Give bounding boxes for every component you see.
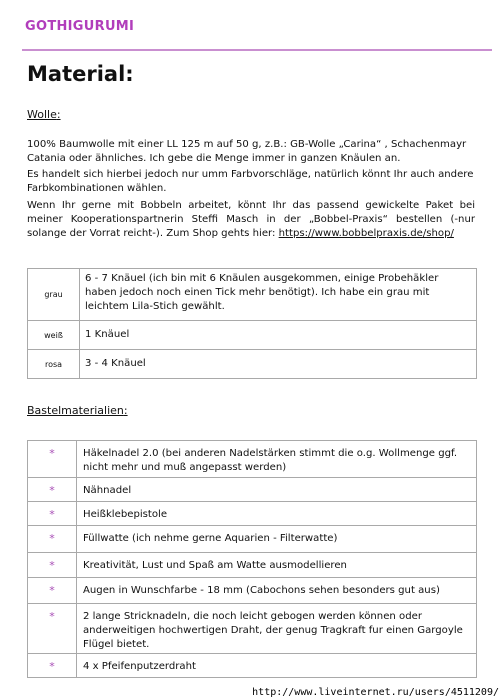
yarn-color-table bbox=[27, 268, 477, 379]
material-item: 4 x Pfeifenputzerdraht bbox=[77, 654, 477, 678]
page-title: Material: bbox=[27, 62, 134, 86]
bastel-heading bbox=[27, 404, 128, 417]
bastel-heading-colon: : bbox=[123, 404, 128, 417]
wolle-paragraph-3 bbox=[27, 199, 475, 242]
wolle-heading-colon: : bbox=[56, 108, 61, 121]
wolle-heading bbox=[27, 108, 61, 121]
table-row bbox=[28, 654, 477, 678]
bullet-star-icon: * bbox=[28, 478, 77, 502]
material-item: Füllwatte (ich nehme gerne Aquarien - Filterwatte) bbox=[77, 526, 477, 553]
material-item: Kreativität, Lust und Spaß am Watte ausmodellieren bbox=[77, 553, 477, 578]
bastel-heading-text: Bastelmaterialien bbox=[27, 404, 124, 417]
wolle-heading-text: Wolle bbox=[27, 108, 57, 121]
table-row bbox=[28, 553, 477, 578]
source-url-watermark: http://www.liveinternet.ru/users/4511209/ bbox=[252, 687, 499, 698]
bullet-star-icon: * bbox=[28, 604, 77, 654]
material-item: Heißklebepistole bbox=[77, 502, 477, 526]
craft-materials-table bbox=[27, 440, 477, 678]
material-item: Augen in Wunschfarbe - 18 mm (Cabochons sehen besonders gut aus) bbox=[77, 578, 477, 604]
table-row bbox=[28, 478, 477, 502]
bullet-star-icon: * bbox=[28, 526, 77, 553]
bullet-star-icon: * bbox=[28, 578, 77, 604]
bullet-star-icon: * bbox=[28, 654, 77, 678]
yarn-amount-cell: 6 - 7 Knäuel (ich bin mit 6 Knäulen ausgekommen, einige Probehäkler haben jedoch noch einen Tick mehr benötigt). Ich habe ein grau mit leichtem Lila-Stich gewählt. bbox=[80, 269, 477, 321]
table-row bbox=[28, 526, 477, 553]
table-row bbox=[28, 502, 477, 526]
bullet-star-icon: * bbox=[28, 441, 77, 478]
material-item: 2 lange Stricknadeln, die noch leicht gebogen werden können oder anderweitigen hochwertigen Draht, der genug Tragkraft fur einen Gargoyle Flügel bietet. bbox=[77, 604, 477, 654]
brand-logo: GOTHIGURUMI bbox=[25, 19, 135, 34]
bullet-star-icon: * bbox=[28, 502, 77, 526]
yarn-amount-cell: 3 - 4 Knäuel bbox=[80, 350, 477, 379]
yarn-color-cell: grau bbox=[28, 269, 80, 321]
material-item: Häkelnadel 2.0 (bei anderen Nadelstärken stimmt die o.g. Wollmenge ggf. nicht mehr und muß angepasst werden) bbox=[77, 441, 477, 478]
header-divider bbox=[22, 49, 492, 51]
wolle-paragraph-1: 100% Baumwolle mit einer LL 125 m auf 50 g, z.B.: GB-Wolle „Carina“ , Schachenmayr Catania oder ähnliches. Ich gebe die Menge immer in ganzen Knäulen an. bbox=[27, 139, 467, 165]
table-row bbox=[28, 578, 477, 604]
table-row bbox=[28, 350, 477, 379]
material-item: Nähnadel bbox=[77, 478, 477, 502]
wolle-paragraph-3-text: Wenn Ihr gerne mit Bobbeln arbeitet, könnt Ihr das passend gewickelte Paket bei meiner Kooperationspartnerin Steffi Masch in der „Bobbel-Praxis“ bestellen (-nur solange der Vorrat reicht-). Zum Shop gehts hier: bbox=[27, 200, 475, 240]
yarn-color-cell: rosa bbox=[28, 350, 80, 379]
shop-link[interactable]: https://www.bobbelpraxis.de/shop/ bbox=[278, 228, 454, 240]
bullet-star-icon: * bbox=[28, 553, 77, 578]
table-row bbox=[28, 441, 477, 478]
table-row bbox=[28, 269, 477, 321]
table-row bbox=[28, 321, 477, 350]
yarn-amount-cell: 1 Knäuel bbox=[80, 321, 477, 350]
wolle-paragraph-2: Es handelt sich hierbei jedoch nur umm Farbvorschläge, natürlich könnt Ihr auch andere Farbkombinationen wählen. bbox=[27, 169, 474, 195]
yarn-color-cell: weiß bbox=[28, 321, 80, 350]
table-row bbox=[28, 604, 477, 654]
